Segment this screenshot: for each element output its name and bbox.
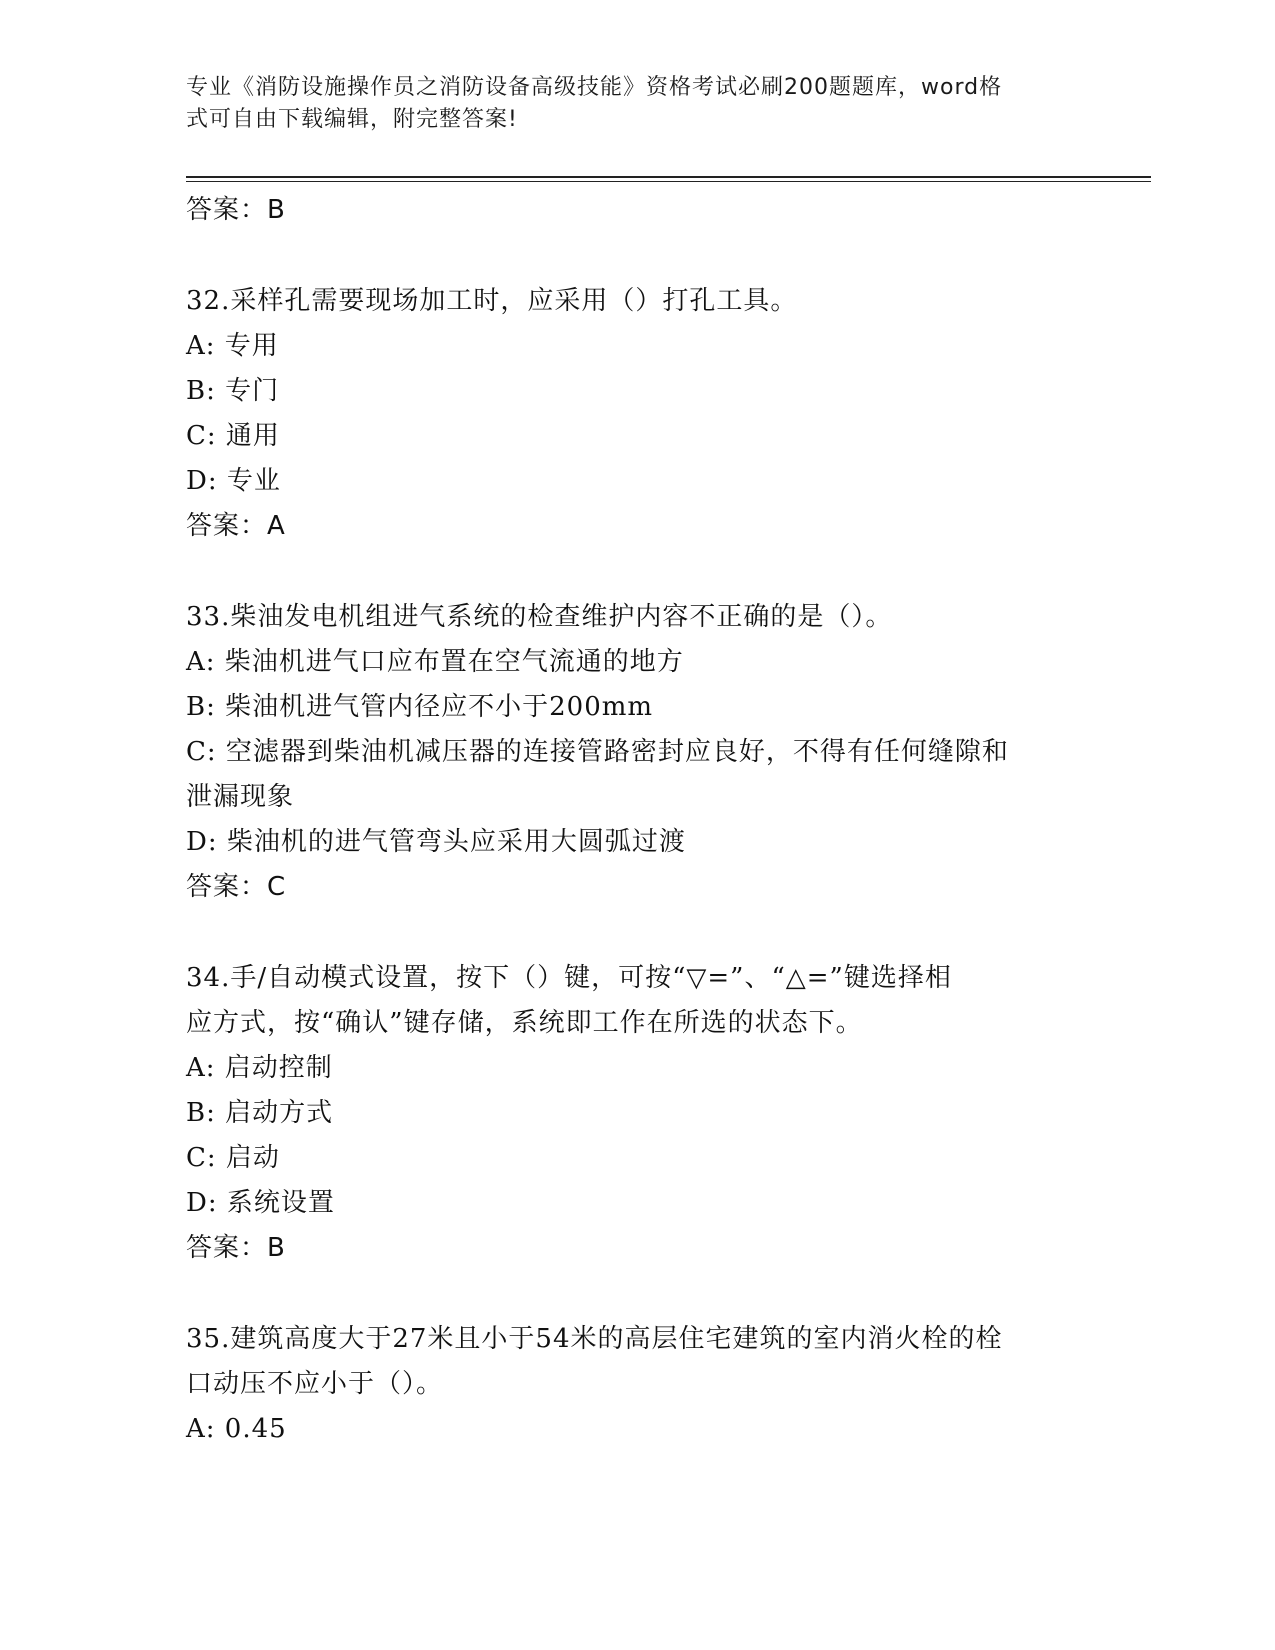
document-header [186, 72, 1066, 136]
option-c: C: 启动 [186, 1143, 280, 1173]
spacer [186, 233, 1086, 279]
option-d: D: 专业 [186, 466, 281, 496]
spacer [186, 1271, 1086, 1317]
question-35 [186, 1317, 1086, 1452]
option-b: B: 专门 [186, 376, 280, 406]
header-divider [186, 176, 1151, 178]
answer: 答案：B [186, 1233, 286, 1263]
option-d: D: 柴油机的进气管弯头应采用大圆弧过渡 [186, 827, 686, 857]
option-a: A: 启动控制 [186, 1053, 333, 1083]
header-line-1: 专业《消防设施操作员之消防设备高级技能》资格考试必刷200题题库，word格 [186, 75, 1003, 100]
question-stem: 33.柴油发电机组进气系统的检查维护内容不正确的是（）。 [186, 602, 893, 632]
question-stem-continued: 应方式，按“确认”键存储，系统即工作在所选的状态下。 [186, 1008, 863, 1038]
option-a: A: 0.45 [186, 1414, 287, 1444]
question-33 [186, 595, 1086, 910]
option-b: B: 启动方式 [186, 1098, 334, 1128]
header-divider-thin [186, 181, 1151, 182]
option-a: A: 专用 [186, 331, 279, 361]
option-c: C: 空滤器到柴油机减压器的连接管路密封应良好，不得有任何缝隙和 [186, 737, 1009, 767]
spacer [186, 549, 1086, 595]
option-c-continued: 泄漏现象 [186, 782, 295, 812]
option-b: B: 柴油机进气管内径应不小于200mm [186, 692, 654, 722]
question-content [186, 188, 1086, 1452]
question-stem: 32.采样孔需要现场加工时，应采用（）打孔工具。 [186, 286, 798, 316]
question-stem: 34.手/自动模式设置，按下（）键，可按“▽=”、“△=”键选择相 [186, 963, 952, 993]
question-34 [186, 956, 1086, 1271]
answer: 答案：A [186, 511, 286, 541]
answer-31: 答案：B [186, 195, 286, 225]
option-c: C: 通用 [186, 421, 280, 451]
header-line-2: 式可自由下载编辑，附完整答案! [186, 107, 518, 132]
option-d: D: 系统设置 [186, 1188, 335, 1218]
question-stem: 35.建筑高度大于27米且小于54米的高层住宅建筑的室内消火栓的栓 [186, 1324, 1003, 1354]
question-stem-continued: 口动压不应小于（）。 [186, 1369, 444, 1399]
question-32 [186, 279, 1086, 549]
option-a: A: 柴油机进气口应布置在空气流通的地方 [186, 647, 684, 677]
answer: 答案：C [186, 872, 287, 902]
spacer [186, 910, 1086, 956]
